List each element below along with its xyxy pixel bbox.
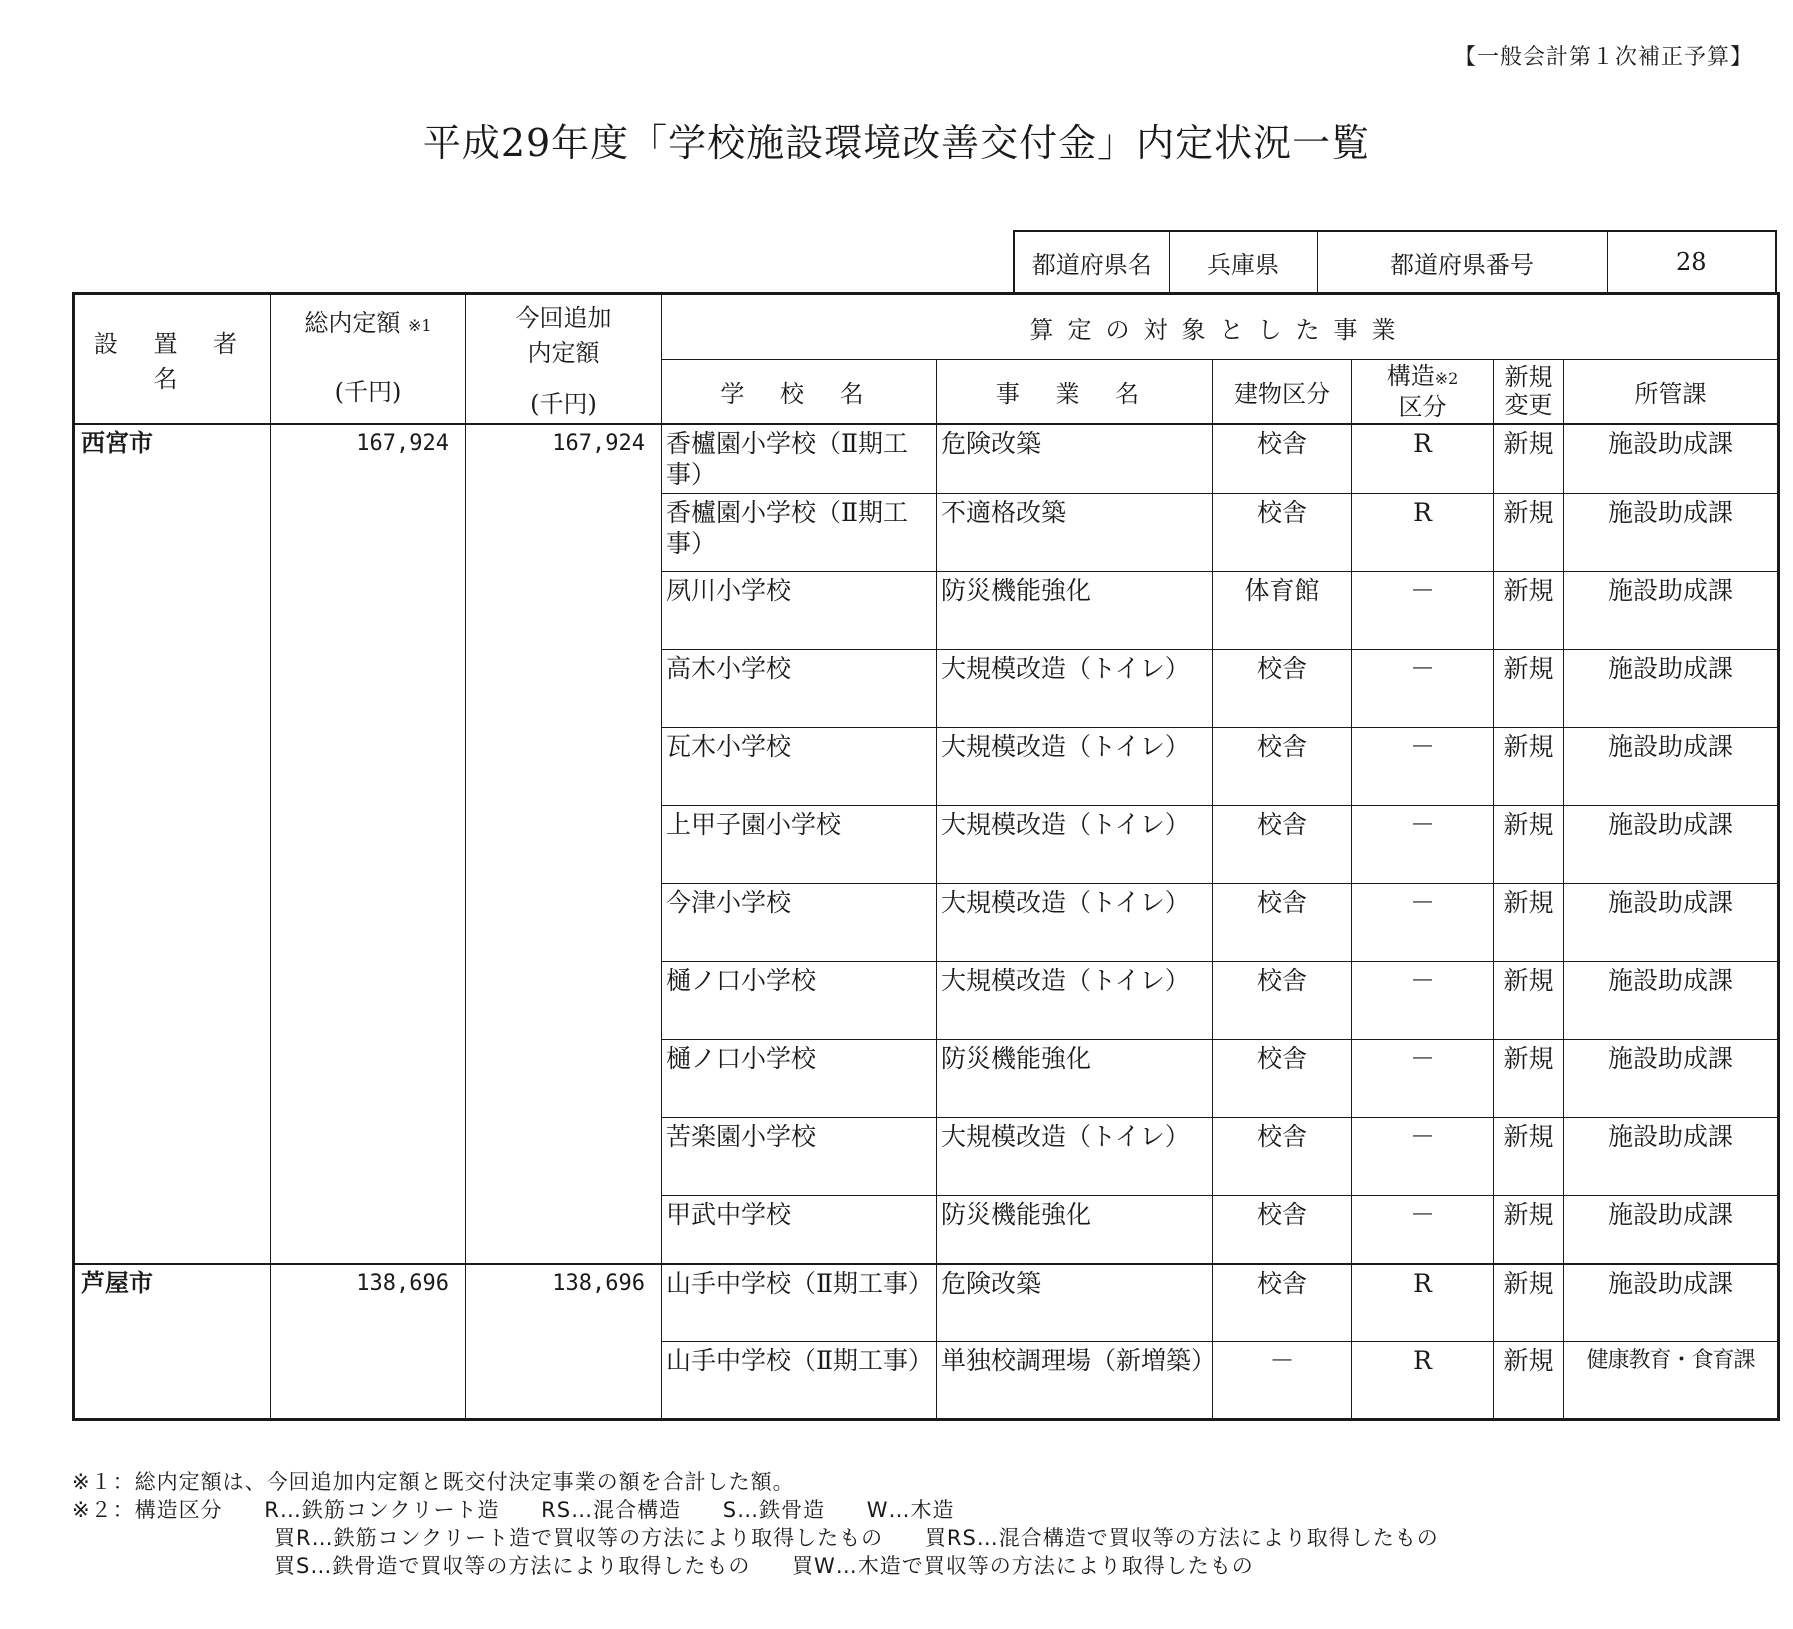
department: 施設助成課 (1564, 494, 1779, 572)
table-row (74, 1264, 1779, 1342)
building-type: 校舎 (1213, 424, 1352, 494)
structure-type: R (1352, 494, 1494, 572)
project-name: 大規模改造（トイレ） (937, 806, 1213, 884)
project-name: 防災機能強化 (937, 1040, 1213, 1118)
prefecture-number-label: 都道府県番号 (1317, 231, 1607, 293)
added-amount: 167,924 (466, 424, 662, 1264)
header-building: 建物区分 (1213, 360, 1352, 424)
building-type: 校舎 (1213, 806, 1352, 884)
school-name: 高木小学校 (662, 650, 937, 728)
building-type: 校舎 (1213, 1196, 1352, 1264)
building-type: 校舎 (1213, 650, 1352, 728)
building-type: 校舎 (1213, 1118, 1352, 1196)
department: 施設助成課 (1564, 1118, 1779, 1196)
header-school: 学 校 名 (662, 360, 937, 424)
page-title: 平成29年度「学校施設環境改善交付金」内定状況一覧 (422, 121, 1371, 165)
school-name: 山手中学校（Ⅱ期工事） (662, 1264, 937, 1342)
department: 施設助成課 (1564, 1040, 1779, 1118)
school-name: 山手中学校（Ⅱ期工事） (662, 1342, 937, 1420)
project-name: 大規模改造（トイレ） (937, 962, 1213, 1040)
new-or-change: 新規 (1494, 1118, 1564, 1196)
setter-name: 西宮市 (74, 424, 271, 1264)
project-name: 大規模改造（トイレ） (937, 650, 1213, 728)
new-or-change: 新規 (1494, 650, 1564, 728)
structure-type: － (1352, 884, 1494, 962)
building-type: 校舎 (1213, 494, 1352, 572)
building-type: 校舎 (1213, 884, 1352, 962)
school-name: 甲武中学校 (662, 1196, 937, 1264)
header-added: 今回追加 内定額 (千円) (466, 294, 662, 424)
department: 施設助成課 (1564, 728, 1779, 806)
prefecture-name-label: 都道府県名 (1014, 231, 1169, 293)
department: 施設助成課 (1564, 806, 1779, 884)
project-name: 単独校調理場（新増築） (937, 1342, 1213, 1420)
new-or-change: 新規 (1494, 1264, 1564, 1342)
new-or-change: 新規 (1494, 494, 1564, 572)
structure-type: － (1352, 806, 1494, 884)
new-or-change: 新規 (1494, 1342, 1564, 1420)
school-name: 樋ノ口小学校 (662, 962, 937, 1040)
department: 健康教育・食育課 (1564, 1342, 1779, 1420)
total-amount: 167,924 (271, 424, 466, 1264)
project-name: 大規模改造（トイレ） (937, 884, 1213, 962)
building-type: － (1213, 1342, 1352, 1420)
new-or-change: 新規 (1494, 572, 1564, 650)
school-name: 瓦木小学校 (662, 728, 937, 806)
setter-name: 芦屋市 (74, 1264, 271, 1420)
header-project: 事 業 名 (937, 360, 1213, 424)
department: 施設助成課 (1564, 650, 1779, 728)
structure-type: － (1352, 1196, 1494, 1264)
project-name: 防災機能強化 (937, 1196, 1213, 1264)
structure-type: － (1352, 728, 1494, 806)
header-setter: 設 置 者 名 (74, 294, 271, 424)
budget-tag: 【一般会計第１次補正予算】 (1453, 45, 1753, 70)
new-or-change: 新規 (1494, 962, 1564, 1040)
project-name: 不適格改築 (937, 494, 1213, 572)
structure-type: － (1352, 650, 1494, 728)
structure-type: R (1352, 1342, 1494, 1420)
allocation-table (72, 292, 1780, 1421)
project-name: 大規模改造（トイレ） (937, 728, 1213, 806)
structure-type: R (1352, 424, 1494, 494)
footnote-2-purchase-a: 買R…鉄筋コンクリート造で買収等の方法により取得したもの 買RS…混合構造で買収等の方法により取得したもの (274, 1526, 1439, 1550)
school-name: 上甲子園小学校 (662, 806, 937, 884)
footnote-2-purchase-b: 買S…鉄骨造で買収等の方法により取得したもの 買W…木造で買収等の方法により取得したもの (274, 1554, 1254, 1578)
header-projects: 算定の対象とした事業 (662, 294, 1779, 360)
structure-type: － (1352, 1040, 1494, 1118)
school-name: 今津小学校 (662, 884, 937, 962)
structure-type: － (1352, 962, 1494, 1040)
header-structure: 構造※2 区分 (1352, 360, 1494, 424)
new-or-change: 新規 (1494, 424, 1564, 494)
new-or-change: 新規 (1494, 806, 1564, 884)
structure-type: R (1352, 1264, 1494, 1342)
building-type: 体育館 (1213, 572, 1352, 650)
total-amount: 138,696 (271, 1264, 466, 1420)
school-name: 香櫨園小学校（Ⅱ期工事） (662, 424, 937, 494)
header-dept: 所管課 (1564, 360, 1779, 424)
footnote-1: ※１：総内定額は、今回追加内定額と既交付決定事業の額を合計した額。 (72, 1470, 795, 1494)
new-or-change: 新規 (1494, 728, 1564, 806)
department: 施設助成課 (1564, 884, 1779, 962)
added-amount: 138,696 (466, 1264, 662, 1420)
new-or-change: 新規 (1494, 1040, 1564, 1118)
school-name: 樋ノ口小学校 (662, 1040, 937, 1118)
structure-type: － (1352, 572, 1494, 650)
header-total: 総内定額 ※1 (千円) (271, 294, 466, 424)
department: 施設助成課 (1564, 1264, 1779, 1342)
structure-type: － (1352, 1118, 1494, 1196)
school-name: 苦楽園小学校 (662, 1118, 937, 1196)
project-name: 大規模改造（トイレ） (937, 1118, 1213, 1196)
building-type: 校舎 (1213, 1264, 1352, 1342)
project-name: 危険改築 (937, 1264, 1213, 1342)
project-name: 危険改築 (937, 424, 1213, 494)
building-type: 校舎 (1213, 962, 1352, 1040)
school-name: 香櫨園小学校（Ⅱ期工事） (662, 494, 937, 572)
new-or-change: 新規 (1494, 1196, 1564, 1264)
project-name: 防災機能強化 (937, 572, 1213, 650)
footnote-2: ※２：構造区分 R…鉄筋コンクリート造 RS…混合構造 S…鉄骨造 W…木造 (72, 1498, 955, 1522)
header-newchange: 新規 変更 (1494, 360, 1564, 424)
school-name: 夙川小学校 (662, 572, 937, 650)
footnotes (72, 1468, 1439, 1580)
department: 施設助成課 (1564, 572, 1779, 650)
building-type: 校舎 (1213, 1040, 1352, 1118)
department: 施設助成課 (1564, 1196, 1779, 1264)
prefecture-info-table (1013, 230, 1777, 294)
building-type: 校舎 (1213, 728, 1352, 806)
new-or-change: 新規 (1494, 884, 1564, 962)
department: 施設助成課 (1564, 962, 1779, 1040)
department: 施設助成課 (1564, 424, 1779, 494)
table-row (74, 424, 1779, 494)
prefecture-number-value: 28 (1607, 231, 1776, 293)
prefecture-name-value: 兵庫県 (1169, 231, 1317, 293)
